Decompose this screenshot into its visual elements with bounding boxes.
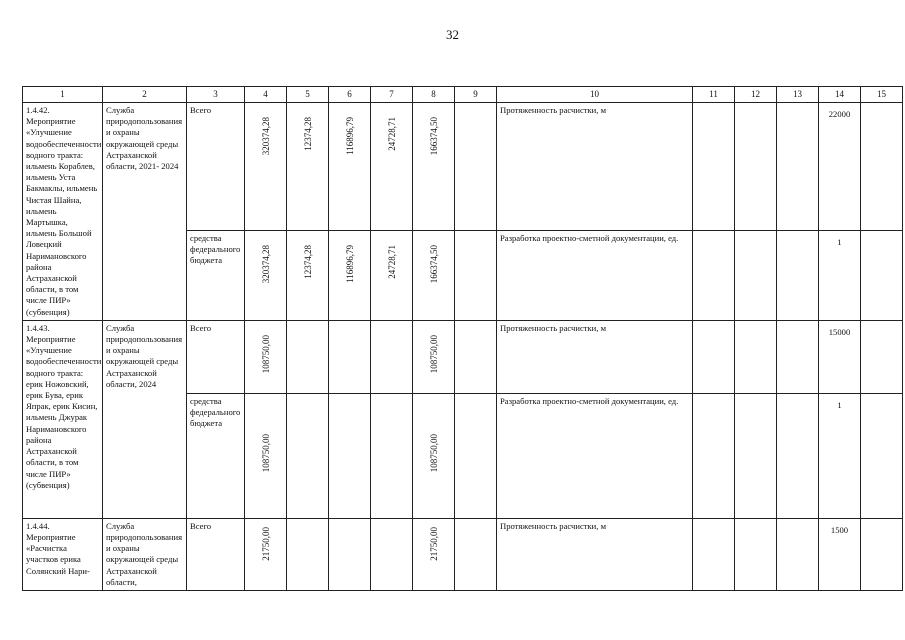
amount-col6: 116896,79 [329,230,371,320]
empty-cell [455,230,497,320]
empty-cell [735,103,777,231]
table-row [23,320,903,393]
column-header: 7 [371,87,413,103]
program-table [22,86,903,591]
table-row [23,103,903,231]
amount-col5: 12374,28 [287,103,329,231]
empty-cell [455,320,497,393]
empty-cell [693,320,735,393]
column-header: 3 [187,87,245,103]
column-header: 8 [413,87,455,103]
indicator-name: Протяженность расчистки, м [497,103,693,231]
page-number: 32 [446,27,459,42]
amount-col8: 21750,00 [413,518,455,590]
column-header: 13 [777,87,819,103]
empty-cell [861,320,903,393]
empty-cell [287,393,329,518]
amount-col8: 108750,00 [413,320,455,393]
amount-col4: 21750,00 [245,518,287,590]
measure-cell [23,518,103,590]
empty-cell [693,393,735,518]
amount-col5: 12374,28 [287,230,329,320]
empty-cell [287,518,329,590]
empty-cell [777,103,819,231]
empty-cell [861,230,903,320]
empty-cell [693,518,735,590]
indicator-name: Протяженность расчистки, м [497,320,693,393]
measure-id: 1.4.43. [26,322,50,333]
funding-source: средства федерального бюджета [187,393,245,518]
measure-name: Мероприятие «Улучшение водообеспеченности водного тракта: ильмень Кораблев, ильмень Уста Бакмаклы, ильмень Чистая Шайна, ильмень Мартышка, ильмень Большой Ловецкий Наримановского района Астраханской области, в том числе ПИР» (субвенция) [26,116,102,317]
column-header: 4 [245,87,287,103]
empty-cell [329,393,371,518]
amount-col8: 108750,00 [413,393,455,518]
empty-cell [861,518,903,590]
column-header: 6 [329,87,371,103]
indicator-value: 1 [819,393,861,518]
amount-col7: 24728,71 [371,230,413,320]
column-header: 5 [287,87,329,103]
column-header: 1 [23,87,103,103]
amount-col8: 166374,50 [413,230,455,320]
funding-source: средства федерального бюджета [187,230,245,320]
indicator-name: Разработка проектно-сметной документации, ед. [497,230,693,320]
empty-cell [455,518,497,590]
column-header: 14 [819,87,861,103]
empty-cell [455,393,497,518]
empty-cell [861,103,903,231]
measure-name: Мероприятие «Расчистка участков ерика Солянский Нари- [26,532,90,576]
column-number-row [23,87,903,103]
amount-col4: 320374,28 [245,230,287,320]
measure-id: 1.4.44. [26,520,50,531]
empty-cell [371,393,413,518]
indicator-value: 1500 [819,518,861,590]
measure-cell [23,320,103,518]
funding-source: Всего [187,518,245,590]
executor-cell: Служба природопользования и охраны окружающей среды Астраханской области, 2021- 2024 [103,103,187,321]
empty-cell [735,320,777,393]
empty-cell [329,518,371,590]
indicator-value: 1 [819,230,861,320]
column-header: 9 [455,87,497,103]
empty-cell [287,320,329,393]
amount-col4: 320374,28 [245,103,287,231]
empty-cell [371,320,413,393]
empty-cell [735,393,777,518]
empty-cell [371,518,413,590]
empty-cell [777,320,819,393]
amount-col8: 166374,50 [413,103,455,231]
column-header: 10 [497,87,693,103]
executor-cell: Служба природопользования и охраны окружающей среды Астраханской области, 2024 [103,320,187,518]
funding-source: Всего [187,103,245,231]
empty-cell [777,518,819,590]
amount-col7: 24728,71 [371,103,413,231]
indicator-name: Разработка проектно-сметной документации, ед. [497,393,693,518]
measure-id: 1.4.42. [26,105,50,115]
measure-cell [23,103,103,321]
funding-source: Всего [187,320,245,393]
column-header: 12 [735,87,777,103]
amount-col4: 108750,00 [245,393,287,518]
column-header: 2 [103,87,187,103]
empty-cell [861,393,903,518]
indicator-name: Протяженность расчистки, м [497,518,693,590]
empty-cell [735,230,777,320]
empty-cell [777,393,819,518]
column-header: 15 [861,87,903,103]
empty-cell [735,518,777,590]
executor-cell: Служба природопользования и охраны окружающей среды Астраханской области, [103,518,187,590]
empty-cell [329,320,371,393]
empty-cell [693,103,735,231]
table-row [23,518,903,590]
empty-cell [455,103,497,231]
indicator-value: 22000 [819,103,861,231]
empty-cell [693,230,735,320]
indicator-value: 15000 [819,320,861,393]
measure-name: Мероприятие «Улучшение водообеспеченности водного тракта: ерик Ножовский, ерик Бува, ерик Япрак, ерик Кисин, ильмень Джурак Наримановского района Астраханской области, в том числе ПИР» (субвенция) [26,334,102,490]
amount-col6: 116896,79 [329,103,371,231]
column-header: 11 [693,87,735,103]
amount-col4: 108750,00 [245,320,287,393]
empty-cell [777,230,819,320]
